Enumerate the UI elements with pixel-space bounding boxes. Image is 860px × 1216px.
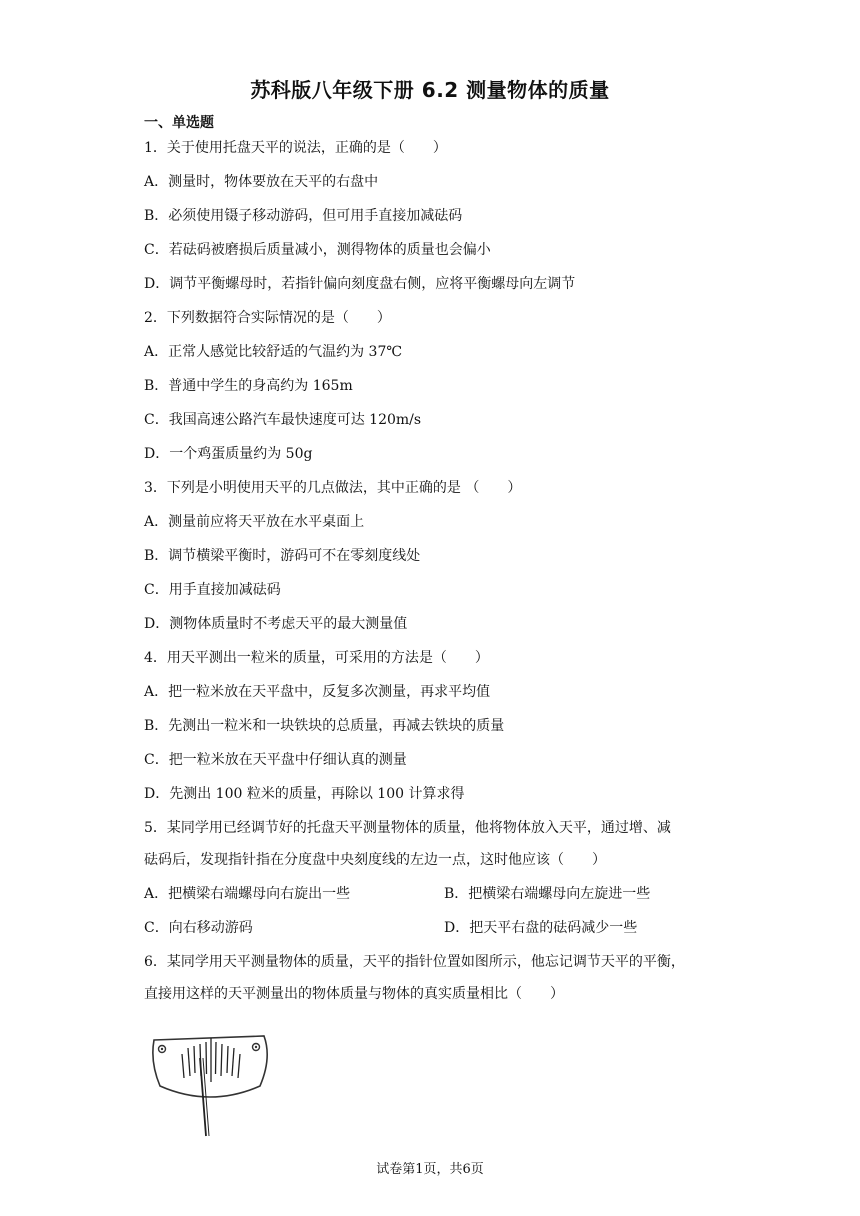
question-1-option-c: C．若砝码被磨损后质量减小，测得物体的质量也会偏小 (144, 242, 491, 258)
question-1-option-d: D．调节平衡螺母时，若指针偏向刻度盘右侧，应将平衡螺母向左调节 (144, 276, 576, 292)
question-3-option-a: A．测量前应将天平放在水平桌面上 (144, 514, 365, 530)
question-3-option-c: C．用手直接加减砝码 (144, 582, 281, 598)
question-4-option-b: B．先测出一粒米和一块铁块的总质量，再减去铁块的质量 (144, 718, 505, 734)
question-4-stem: 4．用天平测出一粒米的质量，可采用的方法是（ ） (144, 650, 489, 666)
question-2-option-b: B．普通中学生的身高约为 165m (144, 378, 353, 394)
section-heading: 一、单选题 (144, 115, 214, 131)
question-5-option-a: A．把横梁右端螺母向右旋出一些 (144, 886, 351, 902)
question-5-option-c: C．向右移动游码 (144, 920, 253, 936)
question-1-stem: 1．关于使用托盘天平的说法，正确的是（ ） (144, 140, 447, 156)
question-5-option-d: D．把天平右盘的砝码减少一些 (444, 920, 638, 936)
question-3-stem: 3．下列是小明使用天平的几点做法，其中正确的是 （ ） (144, 480, 522, 496)
question-5-stem-line-1: 5．某同学用已经调节好的托盘天平测量物体的质量，他将物体放入天平，通过增、减 (144, 820, 671, 836)
question-3-option-b: B．调节横梁平衡时，游码可不在零刻度线处 (144, 548, 421, 564)
question-6-stem-line-2: 直接用这样的天平测量出的物体质量与物体的真实质量相比（ ） (144, 986, 564, 1002)
question-5-option-b: B．把横梁右端螺母向左旋进一些 (444, 886, 651, 902)
question-6-stem-line-1: 6．某同学用天平测量物体的质量，天平的指针位置如图所示，他忘记调节天平的平衡， (144, 954, 685, 970)
balance-pointer-figure (148, 1026, 272, 1138)
scale-ticks (182, 1038, 240, 1082)
question-4-option-a: A．把一粒米放在天平盘中，反复多次测量，再求平均值 (144, 684, 491, 700)
question-4-option-d: D．先测出 100 粒米的质量，再除以 100 计算求得 (144, 786, 465, 802)
page-title: 苏科版八年级下册 6.2 测量物体的质量 (250, 78, 610, 102)
question-1-option-b: B．必须使用镊子移动游码，但可用手直接加减砝码 (144, 208, 463, 224)
question-5-stem-line-2: 砝码后，发现指针指在分度盘中央刻度线的左边一点，这时他应该（ ） (144, 852, 606, 868)
question-2-option-d: D．一个鸡蛋质量约为 50g (144, 446, 313, 462)
question-2-option-c: C．我国高速公路汽车最快速度可达 120m/s (144, 412, 422, 428)
scale-dial-outline (153, 1036, 267, 1097)
question-2-stem: 2．下列数据符合实际情况的是（ ） (144, 310, 391, 326)
question-3-option-d: D．测物体质量时不考虑天平的最大测量值 (144, 616, 408, 632)
question-2-option-a: A．正常人感觉比较舒适的气温约为 37℃ (144, 344, 403, 360)
question-4-option-c: C．把一粒米放在天平盘中仔细认真的测量 (144, 752, 407, 768)
question-1-option-a: A．测量时，物体要放在天平的右盘中 (144, 174, 379, 190)
page-footer: 试卷第1页，共6页 (376, 1162, 484, 1177)
